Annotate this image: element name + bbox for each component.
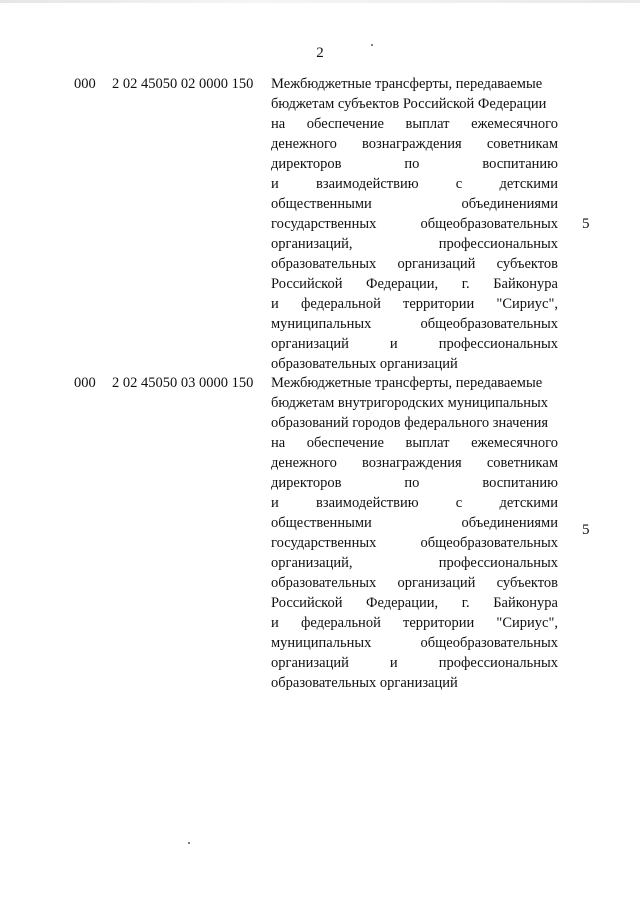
description-line: государственных общеобразовательных: [271, 216, 558, 232]
amount: 5: [582, 216, 590, 232]
scan-speck: [188, 842, 190, 844]
description-line: организаций и профессиональных: [271, 336, 558, 352]
description-line: и федеральной территории "Сириус",: [271, 296, 558, 312]
description-line: муниципальных общеобразовательных: [271, 316, 558, 332]
scan-edge: [0, 0, 640, 3]
income-code: 2 02 45050 03 0000 150: [112, 375, 254, 391]
description-line: общественными объединениями: [271, 515, 558, 531]
description-line: и федеральной территории "Сириус",: [271, 615, 558, 631]
description-line: общественными объединениями: [271, 196, 558, 212]
description-line: директоров по воспитанию: [271, 156, 558, 172]
amount: 5: [582, 522, 590, 538]
description-line: государственных общеобразовательных: [271, 535, 558, 551]
scan-speck: [371, 44, 373, 46]
page-number: 2: [316, 45, 324, 61]
description-line: образовательных организаций: [271, 675, 458, 691]
admin-code: 000: [74, 76, 96, 92]
description-line: на обеспечение выплат ежемесячного: [271, 116, 558, 132]
description-line: Межбюджетные трансферты, передаваемые: [271, 375, 543, 391]
description-line: денежного вознаграждения советникам: [271, 455, 558, 471]
description-line: образований городов федерального значения: [271, 415, 549, 431]
description-line: образовательных организаций субъектов: [271, 256, 558, 272]
description-line: организаций, профессиональных: [271, 236, 558, 252]
description-line: Российской Федерации, г. Байконура: [271, 595, 558, 611]
description-line: и взаимодействию с детскими: [271, 176, 558, 192]
description-line: образовательных организаций субъектов: [271, 575, 558, 591]
income-description: [271, 74, 558, 374]
description-line: бюджетам субъектов Российской Федерации: [271, 96, 547, 112]
admin-code: 000: [74, 375, 96, 391]
description-line: Межбюджетные трансферты, передаваемые: [271, 76, 543, 92]
description-line: директоров по воспитанию: [271, 475, 558, 491]
income-code: 2 02 45050 02 0000 150: [112, 76, 254, 92]
description-line: организаций и профессиональных: [271, 655, 558, 671]
description-line: образовательных организаций: [271, 356, 458, 372]
description-line: и взаимодействию с детскими: [271, 495, 558, 511]
income-description: [271, 373, 558, 693]
description-line: бюджетам внутригородских муниципальных: [271, 395, 549, 411]
description-line: денежного вознаграждения советникам: [271, 136, 558, 152]
description-line: организаций, профессиональных: [271, 555, 558, 571]
description-line: муниципальных общеобразовательных: [271, 635, 558, 651]
description-line: Российской Федерации, г. Байконура: [271, 276, 558, 292]
description-line: на обеспечение выплат ежемесячного: [271, 435, 558, 451]
